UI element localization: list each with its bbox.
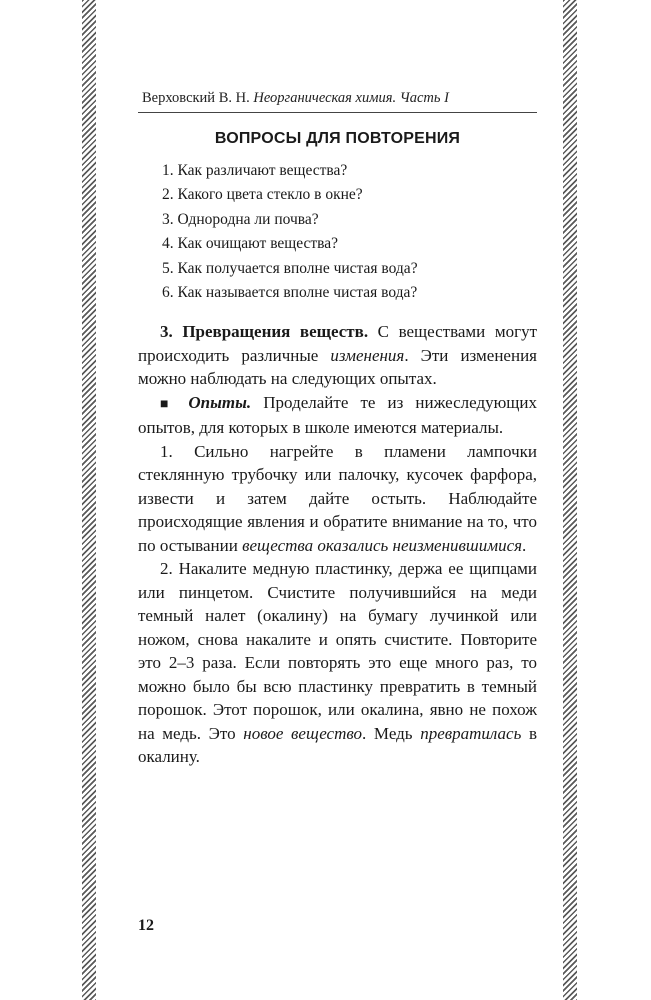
paragraph-text: С веществами могут происходить различные <box>138 322 537 365</box>
body-text <box>138 320 537 769</box>
emphasis-text: превратилась <box>420 723 522 743</box>
question-list <box>162 159 418 305</box>
emphasis-text: изменения <box>330 345 405 365</box>
paragraph-text: в окалину. <box>138 723 537 766</box>
paragraph-heading: 3. Превращения веществ. <box>160 322 369 341</box>
question-item: 3. Однородна ли почва? <box>162 210 319 228</box>
section-title: ВОПРОСЫ ДЛЯ ПОВТОРЕНИЯ <box>214 130 461 147</box>
question-item: 4. Как очищают вещества? <box>162 235 339 253</box>
paragraph-experiment-2 <box>138 557 537 769</box>
header-divider <box>138 112 537 113</box>
paragraph-experiment-1 <box>138 440 537 558</box>
question-item: 2. Какого цвета стекло в окне? <box>162 186 363 204</box>
paragraph-text: 1. Сильно нагрейте в пламени лампочки стеклянную трубочку или палочку, кусочек фарфора, извести и затем дайте остыть. Наблюдайте происходящие явления и обратите внимание на то, что по остывании <box>138 441 537 555</box>
running-head-title: Неорганическая химия. Часть I <box>253 90 449 106</box>
paragraph-text: 2. Накалите медную пластинку, держа ее щипцами или пинцетом. Счистите получившийся на меди темный налет (окалину) на бумагу лучинкой или ножом, снова накалите и опять счистите. Повторите это 2–3 раза. Если повторять это еще много раз, то можно было бы всю пластинку превратить в темный порошок. Этот порошок, или окалина, явно не похож на медь. Это <box>138 559 537 743</box>
paragraph-text: . <box>522 535 527 555</box>
emphasis-text: новое вещество <box>243 723 363 743</box>
page-number: 12 <box>138 917 154 934</box>
question-item: 6. Как называется вполне чистая вода? <box>162 284 418 302</box>
paragraph-text: . Эти изменения можно наблюдать на следующих опытах. <box>138 345 537 388</box>
question-item: 5. Как получается вполне чистая вода? <box>162 259 418 277</box>
paragraph-experiments <box>138 391 537 440</box>
square-bullet-icon: ■ <box>160 396 177 412</box>
running-head <box>142 90 449 107</box>
decorative-border-right <box>563 0 577 1000</box>
decorative-border-left <box>82 0 96 1000</box>
paragraph-text: Проделайте те из нижеследующих опытов, для которых в школе имеются материалы. <box>138 392 537 437</box>
running-head-author: Верховский В. Н. <box>142 90 250 106</box>
emphasis-text: вещества оказались неизменившимися <box>242 535 523 555</box>
paragraph-text: . Медь <box>362 723 421 743</box>
paragraph-transformations <box>138 320 537 391</box>
paragraph-heading: Опыты. <box>188 392 252 412</box>
question-item: 1. Как различают вещества? <box>162 162 348 179</box>
